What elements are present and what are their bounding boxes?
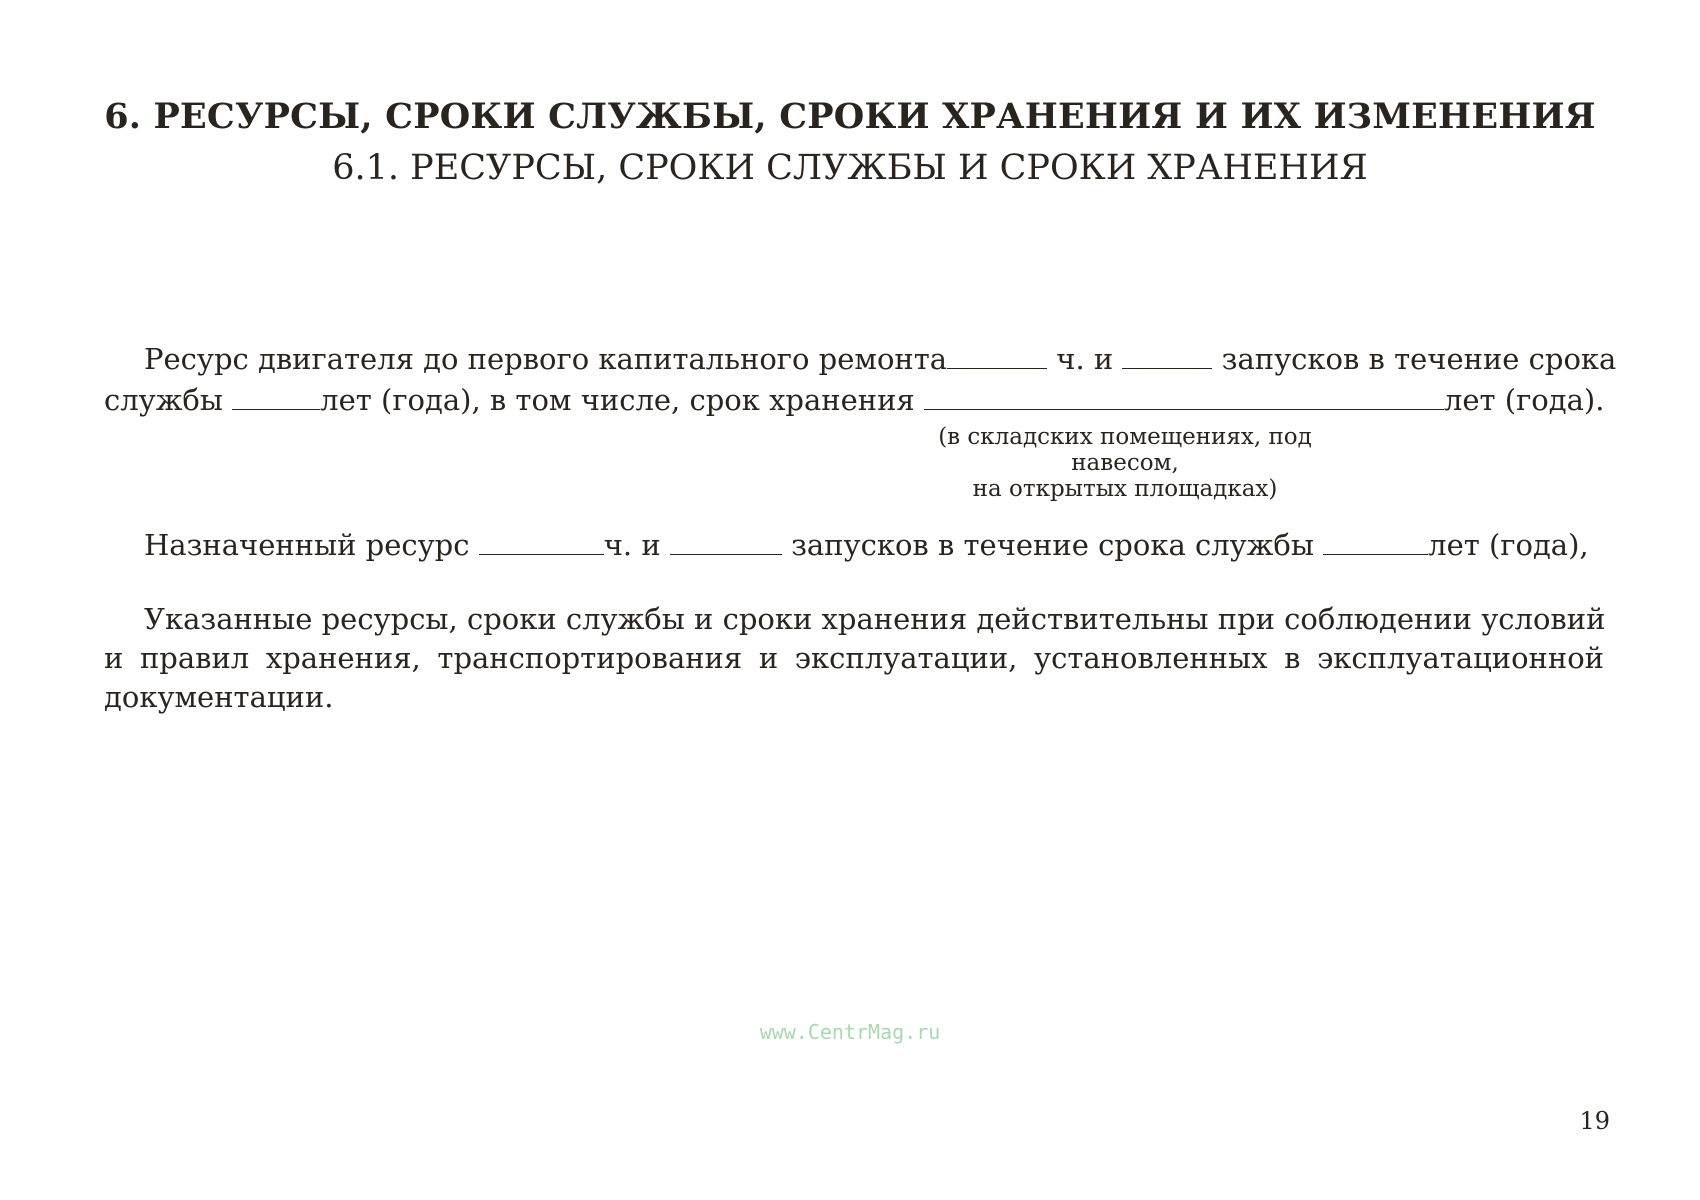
section-title: 6. РЕСУРСЫ, СРОКИ СЛУЖБЫ, СРОКИ ХРАНЕНИЯ И ИХ ИЗМЕНЕНИЯ [104, 96, 1596, 137]
assigned-hours-unit: ч. и [603, 528, 670, 562]
resource-line-1 [104, 340, 1644, 378]
resource-line-2 [104, 381, 1604, 419]
subsection-title: 6.1. РЕСУРСЫ, СРОКИ СЛУЖБЫ И СРОКИ ХРАНЕНИЯ [332, 148, 1368, 188]
watermark: www.CentrMag.ru [759, 1020, 941, 1044]
validity-line-1: Указанные ресурсы, сроки службы и сроки хранения действительны при соблюдении условий [144, 602, 1606, 636]
validity-line-2: и правил хранения, транспортирования и эксплуатации, установленных в эксплуатационной [104, 641, 1604, 675]
assigned-starts-blank[interactable] [670, 526, 782, 555]
assigned-starts-text: запусков в течение срока службы [791, 528, 1324, 562]
assigned-hours-blank[interactable] [479, 526, 604, 555]
note-line-2: на открытых площадках) [972, 476, 1278, 502]
validity-line-3: документации. [104, 680, 334, 714]
assigned-resource-line [104, 526, 1644, 564]
storage-blank[interactable] [924, 381, 1444, 410]
storage-conditions-note [900, 424, 1350, 502]
note-line-1: (в складских помещениях, под навесом, [938, 424, 1312, 476]
service-text: службы [104, 383, 233, 417]
assigned-years-text: лет (года), [1428, 528, 1589, 562]
hours-unit: ч. и [1056, 342, 1123, 376]
starts-blank[interactable] [1122, 340, 1212, 369]
resource-text-1: Ресурс двигателя до первого капитального ремонта [144, 342, 948, 376]
assigned-years-blank[interactable] [1323, 526, 1428, 555]
hours-blank[interactable] [947, 340, 1047, 369]
page-number: 19 [1579, 1107, 1610, 1135]
storage-years-text: лет (года). [1443, 383, 1605, 417]
resource-text-2: запусков в течение срока [1221, 342, 1617, 376]
service-years-blank[interactable] [232, 381, 320, 410]
assigned-resource-text: Назначенный ресурс [144, 528, 479, 562]
storage-text: лет (года), в том числе, срок хранения [320, 383, 924, 417]
